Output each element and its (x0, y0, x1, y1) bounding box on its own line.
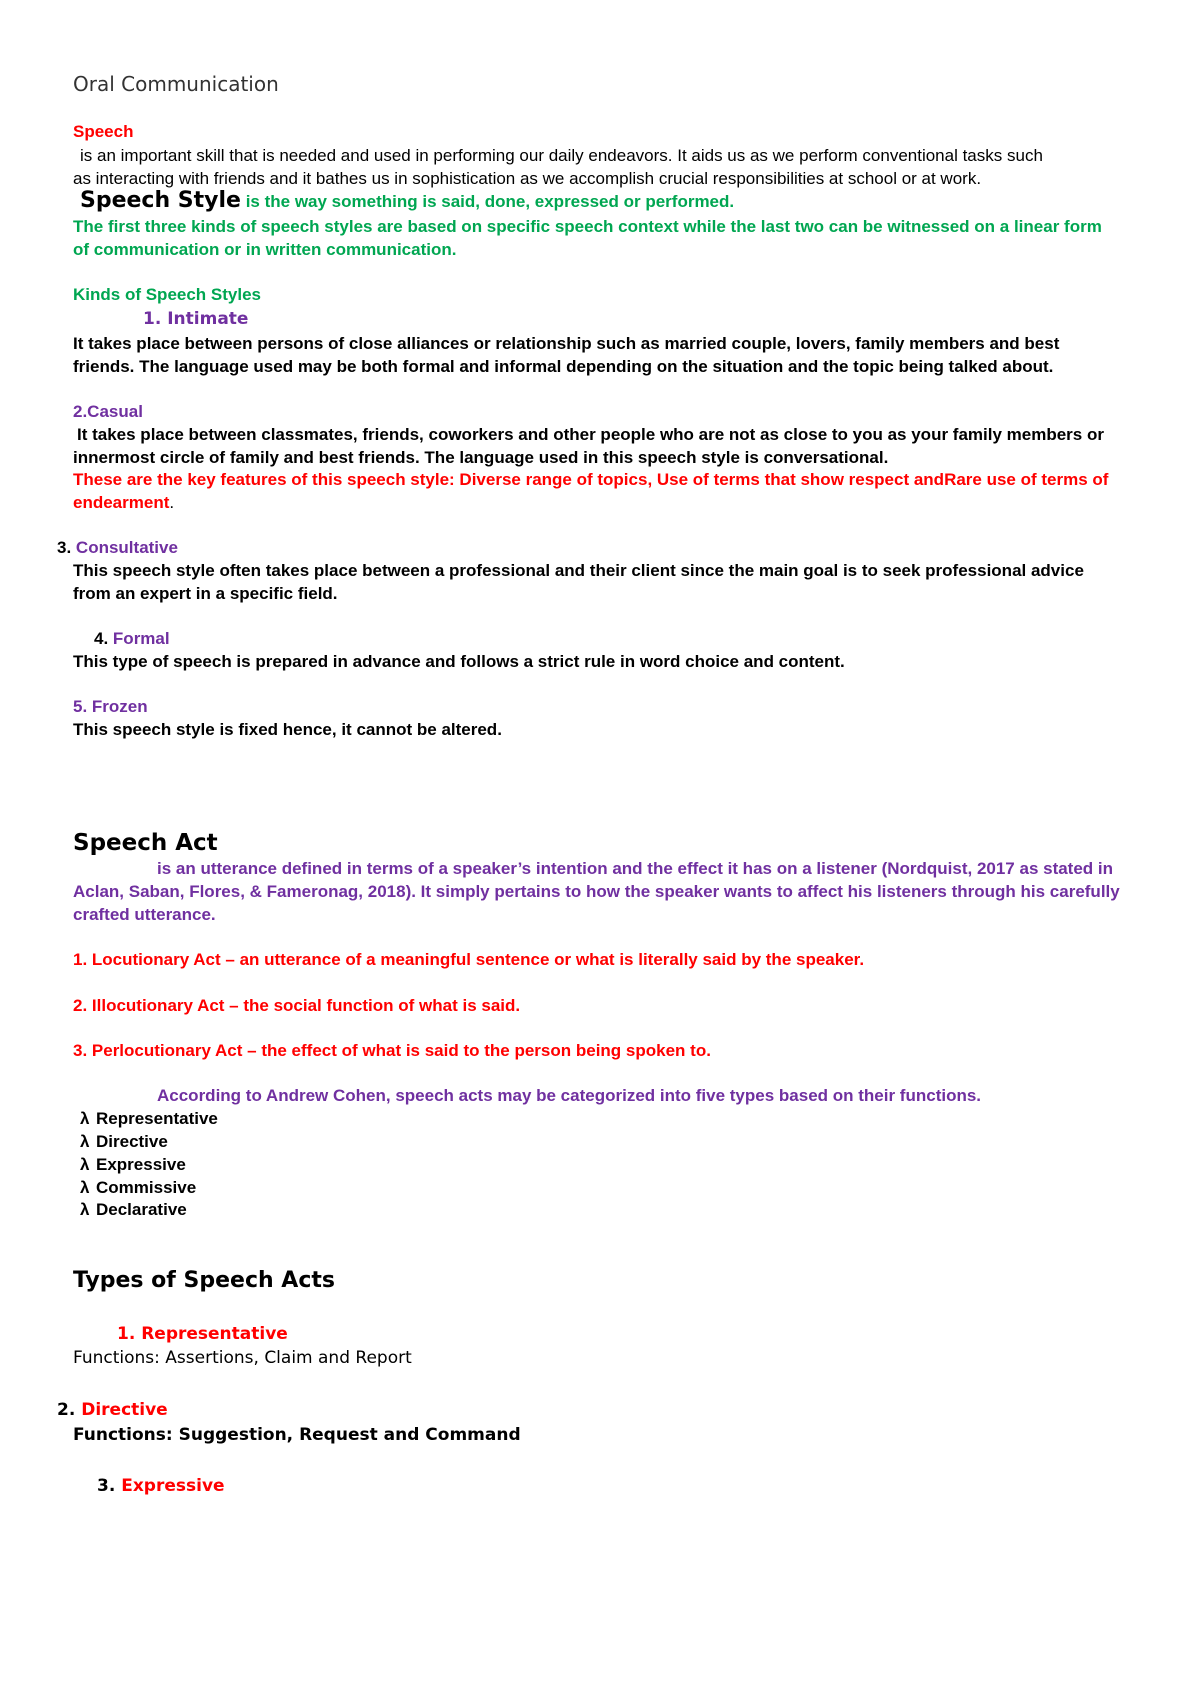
lambda-bullet-icon: λ (80, 1178, 90, 1197)
doc-title: Oral Communication (73, 72, 279, 96)
expressive-number: 3. (97, 1476, 116, 1496)
locutionary-act: 1. Locutionary Act – an utterance of a meaningful sentence or what is literally said by the speaker. (73, 950, 865, 969)
directive-functions: Functions: Suggestion, Request and Command (73, 1425, 521, 1445)
frozen-line-1: This speech style is fixed hence, it cannot be altered. (73, 720, 502, 739)
list-item (80, 1131, 168, 1153)
speech-style-heading: Speech Style (80, 188, 241, 213)
formal-name: Formal (112, 629, 170, 648)
list-item (80, 1108, 218, 1130)
casual-features-end: endearment (73, 493, 170, 512)
consultative-line-1: This speech style often takes place between a professional and their client since the main goal is to seek professional advice (73, 561, 1084, 580)
list-item-label: Commissive (96, 1178, 197, 1197)
casual-features-period: . (169, 493, 175, 512)
casual-heading: 2.Casual (73, 402, 143, 421)
speech-act-line-2: Aclan, Saban, Flores, & Fameronag, 2018). It simply pertains to how the speaker wants to affect his listeners through his carefully (73, 882, 1120, 901)
intimate-line-1: It takes place between persons of close alliances or relationship such as married couple, lovers, family members and best (73, 334, 1060, 353)
list-item-label: Expressive (96, 1155, 186, 1174)
intimate-number: 1. (143, 309, 162, 329)
speech-heading: Speech (73, 122, 134, 141)
formal-heading (94, 628, 170, 650)
expressive-name: Expressive (121, 1476, 225, 1496)
speech-act-heading: Speech Act (73, 830, 218, 856)
speech-paragraph-line-2: as interacting with friends and it bathes us in sophistication as we accomplish crucial responsibilities at school or at work. (73, 169, 982, 188)
speech-style-definition: is the way something is said, done, expressed or performed. (245, 192, 735, 211)
lambda-bullet-icon: λ (80, 1200, 90, 1219)
list-item-label: Representative (96, 1109, 218, 1128)
lambda-bullet-icon: λ (80, 1109, 90, 1128)
speech-paragraph-line-1: is an important skill that is needed and used in performing our daily endeavors. It aids us as we perform conventional tasks such (80, 146, 1043, 165)
speech-style-paragraph-line-1: The first three kinds of speech styles are based on specific speech context while the last two can be witnessed on a linear form (73, 217, 1102, 236)
intimate-name: Intimate (167, 309, 249, 329)
casual-line-2: innermost circle of family and best friends. The language used in this speech style is conversational. (73, 448, 889, 467)
directive-heading (57, 1399, 168, 1421)
list-item-label: Directive (96, 1132, 168, 1151)
expressive-heading (97, 1475, 225, 1497)
representative-functions: Functions: Assertions, Claim and Report (73, 1348, 412, 1368)
casual-features-line-1: These are the key features of this speech style: Diverse range of topics, Use of terms that show respect andRare use of terms of (73, 470, 1109, 489)
casual-line-1: It takes place between classmates, friends, coworkers and other people who are not as close to you as your family members or (77, 425, 1104, 444)
speech-style-line (80, 190, 734, 213)
directive-number: 2. (57, 1400, 76, 1420)
lambda-bullet-icon: λ (80, 1155, 90, 1174)
formal-line-1: This type of speech is prepared in advance and follows a strict rule in word choice and content. (73, 652, 845, 671)
formal-number: 4. (94, 629, 109, 648)
consultative-number: 3. (57, 538, 72, 557)
perlocutionary-act: 3. Perlocutionary Act – the effect of what is said to the person being spoken to. (73, 1041, 711, 1060)
intimate-heading (143, 308, 248, 330)
directive-name: Directive (81, 1400, 168, 1420)
consultative-name: Consultative (75, 538, 178, 557)
list-item (80, 1154, 186, 1176)
types-heading: Types of Speech Acts (73, 1268, 335, 1293)
list-item-label: Declarative (96, 1200, 187, 1219)
list-item (80, 1199, 187, 1221)
consultative-line-2: from an expert in a specific field. (73, 584, 338, 603)
frozen-heading: 5. Frozen (73, 697, 148, 716)
speech-act-line-3: crafted utterance. (73, 905, 216, 924)
kinds-heading: Kinds of Speech Styles (73, 285, 261, 304)
lambda-bullet-icon: λ (80, 1132, 90, 1151)
speech-style-paragraph-line-2: of communication or in written communication. (73, 240, 457, 259)
consultative-heading (57, 537, 178, 559)
representative-heading: 1. Representative (117, 1324, 288, 1344)
speech-act-line-1: is an utterance defined in terms of a speaker’s intention and the effect it has on a listener (Nordquist, 2017 as stated in (157, 859, 1114, 878)
cohen-statement: According to Andrew Cohen, speech acts may be categorized into five types based on their functions. (157, 1086, 982, 1105)
list-item (80, 1177, 196, 1199)
casual-features-line-2 (73, 492, 174, 514)
intimate-line-2: friends. The language used may be both formal and informal depending on the situation and the topic being talked about. (73, 357, 1054, 376)
illocutionary-act: 2. Illocutionary Act – the social function of what is said. (73, 996, 521, 1015)
